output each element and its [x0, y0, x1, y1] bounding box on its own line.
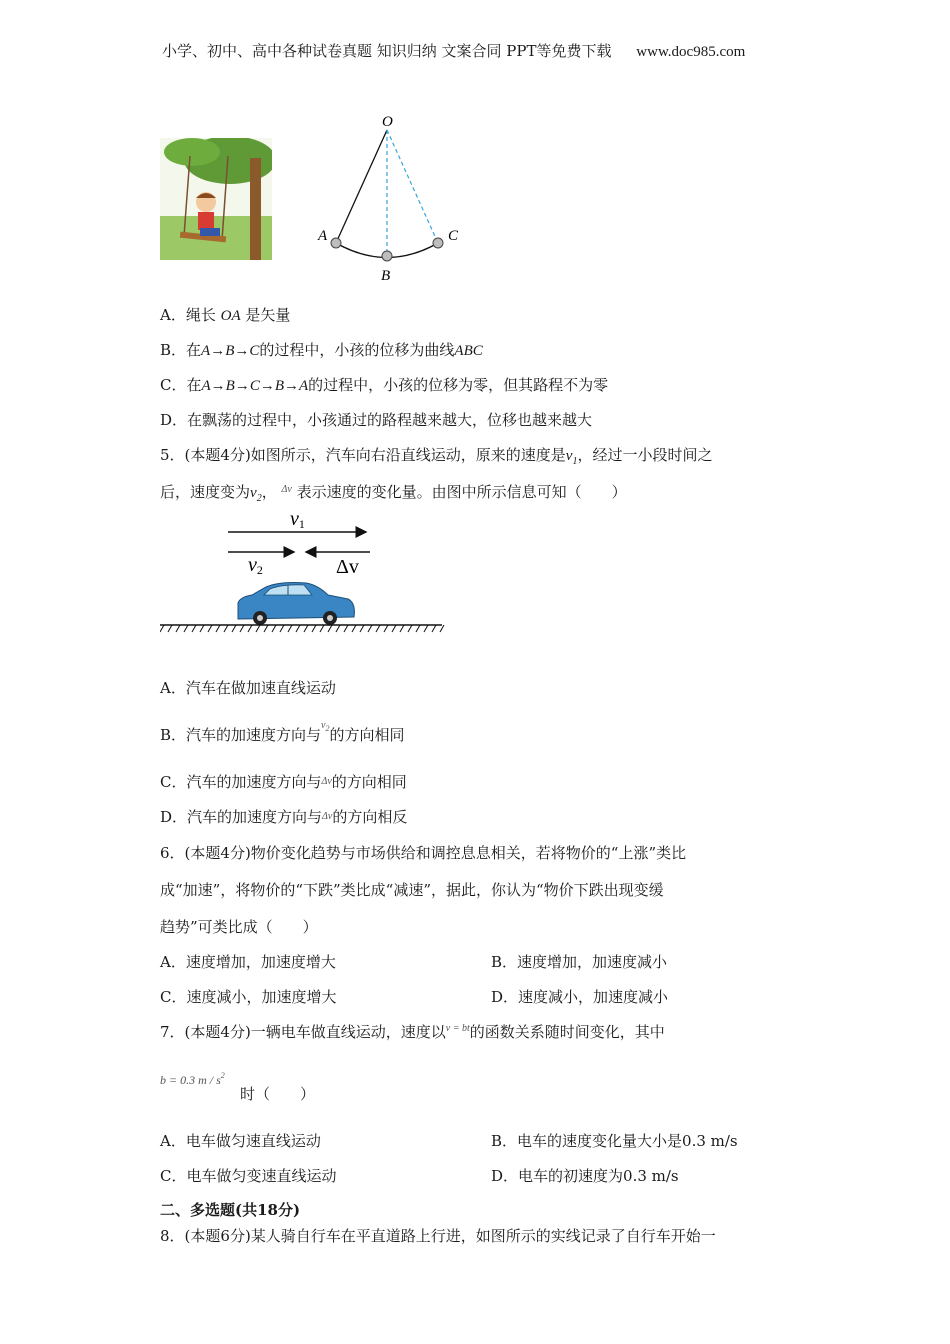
q5-line-2: 后，速度变为$v_2$， $^{\Delta v}$ 表示速度的变化量。由图中所示信息可知（ ）: [160, 483, 627, 504]
ground-hatch: [160, 625, 444, 632]
page-header: [162, 40, 745, 61]
pendulum-figure: [310, 110, 470, 285]
section-title-multiple-choice: 二、多选题(共18分): [160, 1201, 301, 1219]
q6-line-1: 6．(本题4分)物价变化趋势与市场供给和调控息息相关，若将物价的“上涨”类比: [160, 844, 687, 862]
header-text: 小学、初中、高中各种试卷真题 知识归纳 文案合同 PPT等免费下载: [162, 42, 612, 60]
q5-line-1: 5．(本题4分)如图所示，汽车向右沿直线运动，原来的速度是$v_1$，经过一小段时间之: [160, 446, 713, 467]
q4-option-d: D．在飘荡的过程中，小孩通过的路程越来越大，位移也越来越大: [160, 411, 593, 429]
q5-option-d: D．汽车的加速度方向与$^{\Delta v}$的方向相反: [160, 808, 408, 826]
label-b: B: [381, 268, 391, 284]
q5-option-c: C．汽车的加速度方向与$^{\Delta v}$的方向相同: [160, 773, 407, 791]
car: [238, 583, 354, 626]
q6-line-2: 成“加速”，将物价的“下跌”类比成“减速”，据此，你认为“物价下跌出现变缓: [160, 881, 664, 899]
label-c: C: [448, 228, 459, 244]
label-a: A: [318, 228, 328, 244]
fig-v1-label: v1: [290, 508, 305, 531]
q6-option-d: D．速度减小，加速度减小: [491, 988, 669, 1006]
q6-option-a: A．速度增加，加速度增大: [160, 953, 336, 971]
q4-option-c: C．在A→B→C→B→A的过程中，小孩的位移为零，但其路程不为零: [160, 376, 609, 394]
q5-option-a: A．汽车在做加速直线运动: [160, 679, 336, 697]
q7-option-c: C．电车做匀变速直线运动: [160, 1167, 337, 1185]
q7-line-2: 时（ ）: [240, 1085, 316, 1103]
q5-option-b: B．汽车的加速度方向与$^{v_2}$的方向相同: [160, 720, 405, 744]
car-velocity-figure: [160, 505, 445, 635]
q7-option-a: A．电车做匀速直线运动: [160, 1132, 321, 1150]
header-url[interactable]: www.doc985.com: [636, 44, 746, 60]
q7-b-formula: b = 0.3 m / $s^2$: [160, 1071, 225, 1087]
q7-option-b: B．电车的速度变化量大小是0.3 m/s: [491, 1132, 738, 1150]
q6-option-c: C．速度减小，加速度增大: [160, 988, 337, 1006]
q7-line-1: 7．(本题4分)一辆电车做直线运动，速度以$^{v = bt}$的函数关系随时间变化，其中: [160, 1023, 665, 1041]
label-o: O: [382, 114, 393, 130]
q6-line-3: 趋势”可类比成（ ）: [160, 918, 318, 936]
q4-option-a: A．绳长 OA 是矢量: [160, 306, 291, 324]
q7-option-d: D．电车的初速度为0.3 m/s: [491, 1167, 679, 1185]
fig-v2-label: v2: [248, 554, 263, 577]
q8-line-1: 8．(本题6分)某人骑自行车在平直道路上行进，如图所示的实线记录了自行车开始一: [160, 1227, 716, 1245]
fig-dv-label: Δv: [336, 556, 359, 578]
swing-photo: [160, 138, 272, 260]
q6-option-b: B．速度增加，加速度减小: [491, 953, 668, 971]
q4-option-b: B．在A→B→C的过程中，小孩的位移为曲线ABC: [160, 341, 483, 359]
